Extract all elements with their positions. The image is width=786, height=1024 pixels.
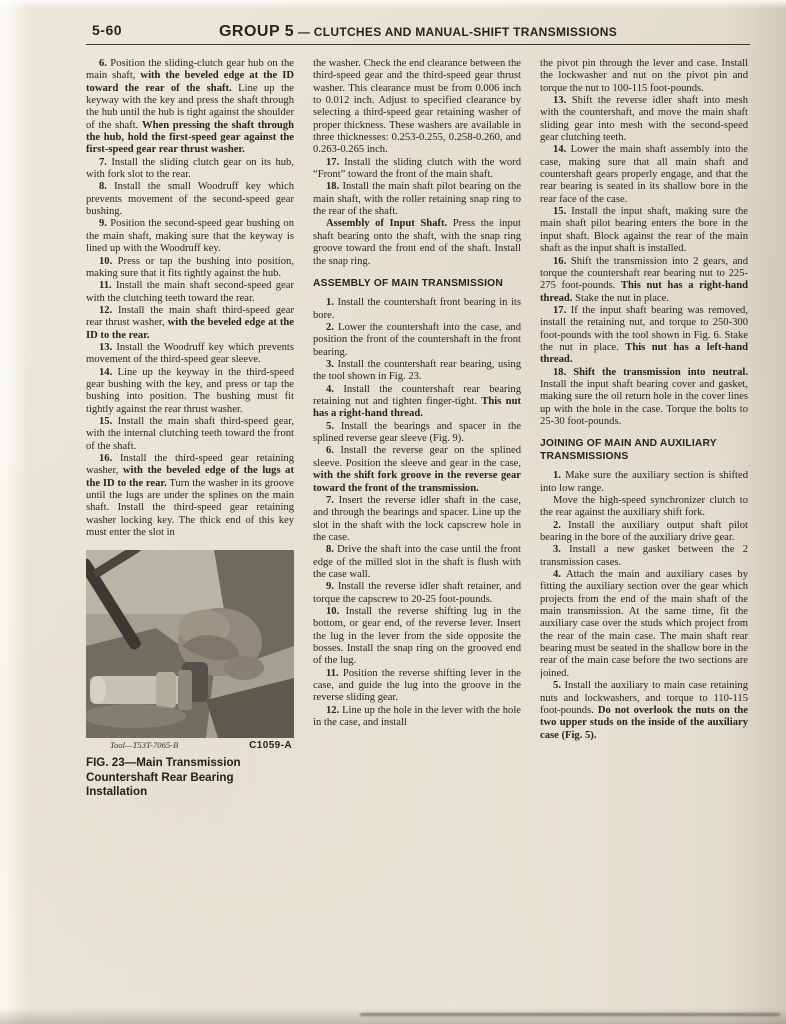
paragraph: 3. Install the countershaft rear bearing, using the tool shown in Fig. 23. (313, 359, 521, 383)
paragraph: 13. Shift the reverse idler shaft into mesh with the countershaft, and move the main shaft sliding gear into mesh with the second-speed gear clutching teeth. (540, 95, 748, 144)
paragraph: 1. Make sure the auxiliary section is shifted into low range. (540, 470, 748, 494)
paragraph: 2. Lower the countershaft into the case, and position the front of the countershaft in the front bearing. (313, 322, 521, 358)
paragraph: 6. Position the sliding-clutch gear hub on the main shaft, with the beveled edge at the ID toward the rear of the shaft. Line up the keyway with the key and press the shaft through the hub until the hub is tight against the shoulder of the shaft. When pressing the shaft through the hub, hold the first-speed gear against the first-speed gear rear thrust washer. (86, 58, 294, 156)
figure-23-labels (86, 740, 294, 751)
column-2-text (313, 58, 521, 729)
paragraph: 15. Install the main shaft third-speed gear, with the internal clutching teeth toward the front of the shaft. (86, 415, 294, 452)
column-1 (86, 58, 294, 1014)
paragraph: 7. Install the sliding clutch gear on its hub, with fork slot to the rear. (86, 156, 294, 181)
paragraph: 10. Press or tap the bushing into position, making sure that it fits tightly against the hub. (86, 255, 294, 279)
paragraph: 8. Install the small Woodruff key which prevents movement of the second-speed gear bushing. (86, 181, 294, 218)
figure-tool-label: Tool—T53T-7065-B (110, 740, 179, 751)
paragraph: 16. Install the third-speed gear retaining washer, with the beveled edge of the lugs at the ID to the rear. Turn the washer in its groove until the lugs are under the splines on the main shaft. Install the third-speed gear retaining washer locking key. The thick end of this key must enter the slot in (86, 453, 294, 539)
paragraph: 12. Install the main shaft third-speed gear rear thrust washer, with the beveled edge at the ID to the rear. (86, 304, 294, 341)
figure-23 (86, 550, 294, 800)
column-2 (313, 58, 521, 1014)
paragraph: Assembly of Input Shaft. Press the input shaft bearing onto the shaft, with the snap ring groove toward the front end of the shaft. Install the snap ring. (313, 218, 521, 267)
paragraph: 10. Install the reverse shifting lug in the bottom, or gear end, of the reverse lever. Insert the lug in the lever from the side opposite the bosses. Install the snap ring on the grooved end of the lug. (313, 605, 521, 667)
paragraph: 5. Install the auxiliary to main case retaining nuts and lockwashers, and torque to 110-115 foot-pounds. Do not overlook the nuts on the two upper studs on the inside of the auxiliary case (Fig. 5). (540, 680, 748, 741)
column-3 (540, 58, 748, 1014)
paragraph: 6. Install the reverse gear on the splined sleeve. Position the sleeve and gear in the case, with the shift fork groove in the reverse gear toward the front of the transmission. (313, 445, 521, 494)
paragraph: 11. Position the reverse shifting lever in the case, and guide the lug into the groove in the reverse sliding gear. (313, 667, 521, 704)
paragraph: 9. Position the second-speed gear bushing on the main shaft, making sure that the keyway is lined up with the Woodruff key. (86, 218, 294, 255)
paragraph: 2. Install the auxiliary output shaft pilot bearing in the bore of the auxiliary drive gear. (540, 519, 748, 544)
paragraph: 1. Install the countershaft front bearing in its bore. (313, 297, 521, 321)
page-edge-shadow (360, 1013, 780, 1016)
paragraph: 17. If the input shaft bearing was removed, install the retaining nut, and torque to 250-300 foot-pounds with the tool shown in Fig. 6. Stake the nut in place. This nut has a left-hand thread. (540, 304, 748, 366)
paragraph: 4. Install the countershaft rear bearing retaining nut and tighten finger-tight. This nut has a right-hand thread. (313, 383, 521, 420)
paragraph: 18. Shift the transmission into neutral. Install the input shaft bearing cover and gasket, making sure the oil return hole in the cover lines up with the hole in the case. Torque the bolts to 25-30 foot-pounds. (540, 366, 748, 427)
header-title (86, 23, 750, 41)
paragraph: 8. Drive the shaft into the case until the front edge of the milled slot in the shaft is flush with the case wall. (313, 544, 521, 580)
bearing-installation-photo-art (86, 550, 294, 738)
paragraph: 5. Install the bearings and spacer in the splined reverse gear sleeve (Fig. 9). (313, 420, 521, 445)
paragraph: 11. Install the main shaft second-speed gear with the clutching teeth toward the rear. (86, 280, 294, 304)
page-content (86, 22, 750, 1014)
paragraph: Move the high-speed synchronizer clutch to the rear against the auxiliary shift fork. (540, 495, 748, 519)
paragraph: 13. Install the Woodruff key which prevents movement of the third-speed gear sleeve. (86, 341, 294, 366)
section-heading: JOINING OF MAIN AND AUXILIARY TRANSMISSIONS (540, 438, 717, 462)
paragraph: 14. Lower the main shaft assembly into the case, making sure that all main shaft and countershaft gears properly engage, and that the rear bearing is seated in its shallow bore in the rear face of the case. (540, 144, 748, 205)
figure-photo-code: C1059-A (249, 740, 292, 752)
paragraph: 3. Install a new gasket between the 2 transmission cases. (540, 544, 748, 568)
paragraph: 17. Install the sliding clutch with the word “Front” toward the front of the main shaft. (313, 156, 521, 181)
paragraph: 16. Shift the transmission into 2 gears, and torque the countershaft rear bearing nut to 225-275 foot-pounds. This nut has a right-hand thread. Stake the nut in place. (540, 255, 748, 304)
section-heading: ASSEMBLY OF MAIN TRANSMISSION (313, 277, 504, 289)
paragraph: 18. Install the main shaft pilot bearing on the main shaft, with the roller retaining snap ring to the rear of the shaft. (313, 181, 521, 218)
paragraph: the pivot pin through the lever and case. Install the lockwasher and nut on the pivot pin and torque the nut to 100-115 foot-pounds. (540, 58, 748, 94)
figure-23-caption: FIG. 23—Main Transmission Countershaft Rear Bearing Installation (86, 756, 241, 799)
header-title-group: GROUP 5 (218, 23, 295, 40)
paragraph: the washer. Check the end clearance between the third-speed gear and the third-speed gear thrust washer. This clearance must be from 0.006 inch to 0.012 inch. Adjust to specified clearance by selecting a third-speed gear retaining washer of proper thickness. These washers are available in three thicknesses: 0.253-0.255, 0.258-0.260, and 0.263-0.265 inch. (313, 58, 521, 156)
paragraph: 12. Line up the hole in the lever with the hole in the case, and install (313, 704, 521, 729)
column-3-text (540, 58, 748, 742)
page-header (86, 22, 750, 45)
paragraph: 15. Install the input shaft, making sure the main shaft pilot bearing enters the bore in the input shaft. Block against the rear of the main shaft as the input shaft is installed. (540, 206, 748, 255)
figure-23-photo (86, 550, 294, 738)
paragraph: 14. Line up the keyway in the third-speed gear bushing with the key, and press or tap the bushing into position. The bushing must fit tightly against the rear thrust washer. (86, 366, 294, 415)
header-title-rest: — CLUTCHES AND MANUAL-SHIFT TRANSMISSIONS (294, 25, 618, 39)
paragraph: 4. Attach the main and auxiliary cases by fitting the auxiliary section over the gear which projects from the end of the main shaft of the main transmission. At the same time, fit the auxiliary case over the studs which project from the rear of the main case. The main shaft rear bearing must be seated in the shallow bore in the rear of the main case before the two sections are joined. (540, 569, 748, 679)
column-1-text (86, 58, 294, 539)
paragraph: 9. Install the reverse idler shaft retainer, and torque the capscrew to 20-25 foot-pounds. (313, 581, 521, 605)
page-number: 5-60 (92, 22, 123, 38)
paragraph: 7. Insert the reverse idler shaft in the case, and through the bearings and spacer. Line up the slot in the shaft with the lock capscrew hole in the case. (313, 494, 521, 543)
text-columns (86, 58, 750, 1014)
